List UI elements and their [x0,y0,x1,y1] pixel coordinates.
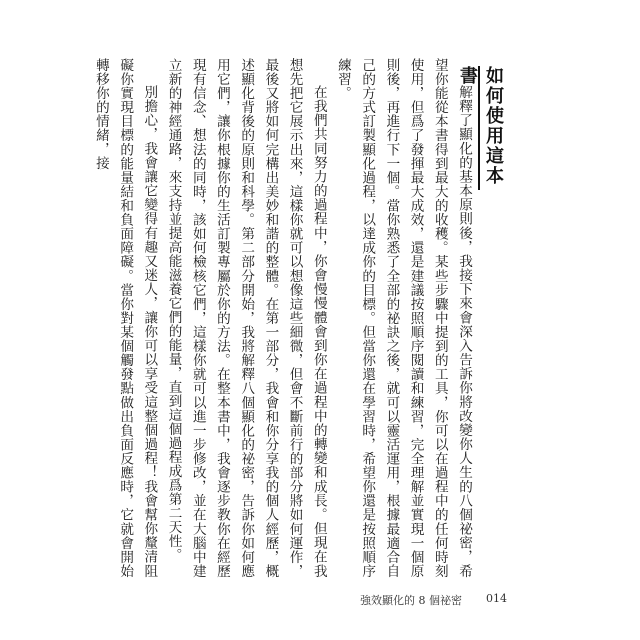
section-title: 如何使用這本書 [478,66,506,190]
page-footer [360,592,510,608]
paragraph-2: 在我們共同努力的過程中，你會慢慢體會到你在過程中的轉變和成長。但現在我想先把它展示出來，這樣你就可以想像這些細微，但會不斷前行的部分將如何運作，最後又將如何完構出美妙和諧的整體。在第一部分，我會和你分享我的個人經歷，概述顯化背後的原則和科學。第二部分開始，我將解釋八個顯化的祕密，告訴你如何應用它們，讓你根據你的生活訂製專屬於你的方法。在整本書中，我會逐步教你在經歷現有信念、想法的同時，該如何檢核它們，這樣你就可以進一步修改，並在大腦中建立新的神經通路，來支持並提高能滋養它們的能量，直到這個過程成爲第二天性。 [165,58,327,578]
paragraph-3: 別擔心，我會讓它變得有趣又迷人，讓你可以享受這整個過程！我會幫你釐清阻礙你實現目標的能量結和負面障礙。當你對某個觸發點做出負面反應時，它就會開始轉移你的情緒，接 [92,58,158,578]
page-number: 014 [486,592,507,605]
body-text [89,58,476,578]
running-book-title: 強效顯化的 8 個祕密 [360,594,462,607]
paragraph-1: 解釋了顯化的基本原則後，我接下來會深入告訴你將改變你人生的八個祕密，希望你能從本書得到最大的收穫。某些步驟中提到的工具，你可以在過程中的任何時刻使用，但爲了發揮最大成效，還是建議按照順序閱讀和練習，完全理解並實現一個原則後，再進行下一個。當你熟悉了全部的祕訣之後，就可以靈活運用，根據最適合自己的方式訂製顯化過程，以達成你的目標。但當你還在學習時，希望你還是按照順序練習。 [334,58,472,578]
